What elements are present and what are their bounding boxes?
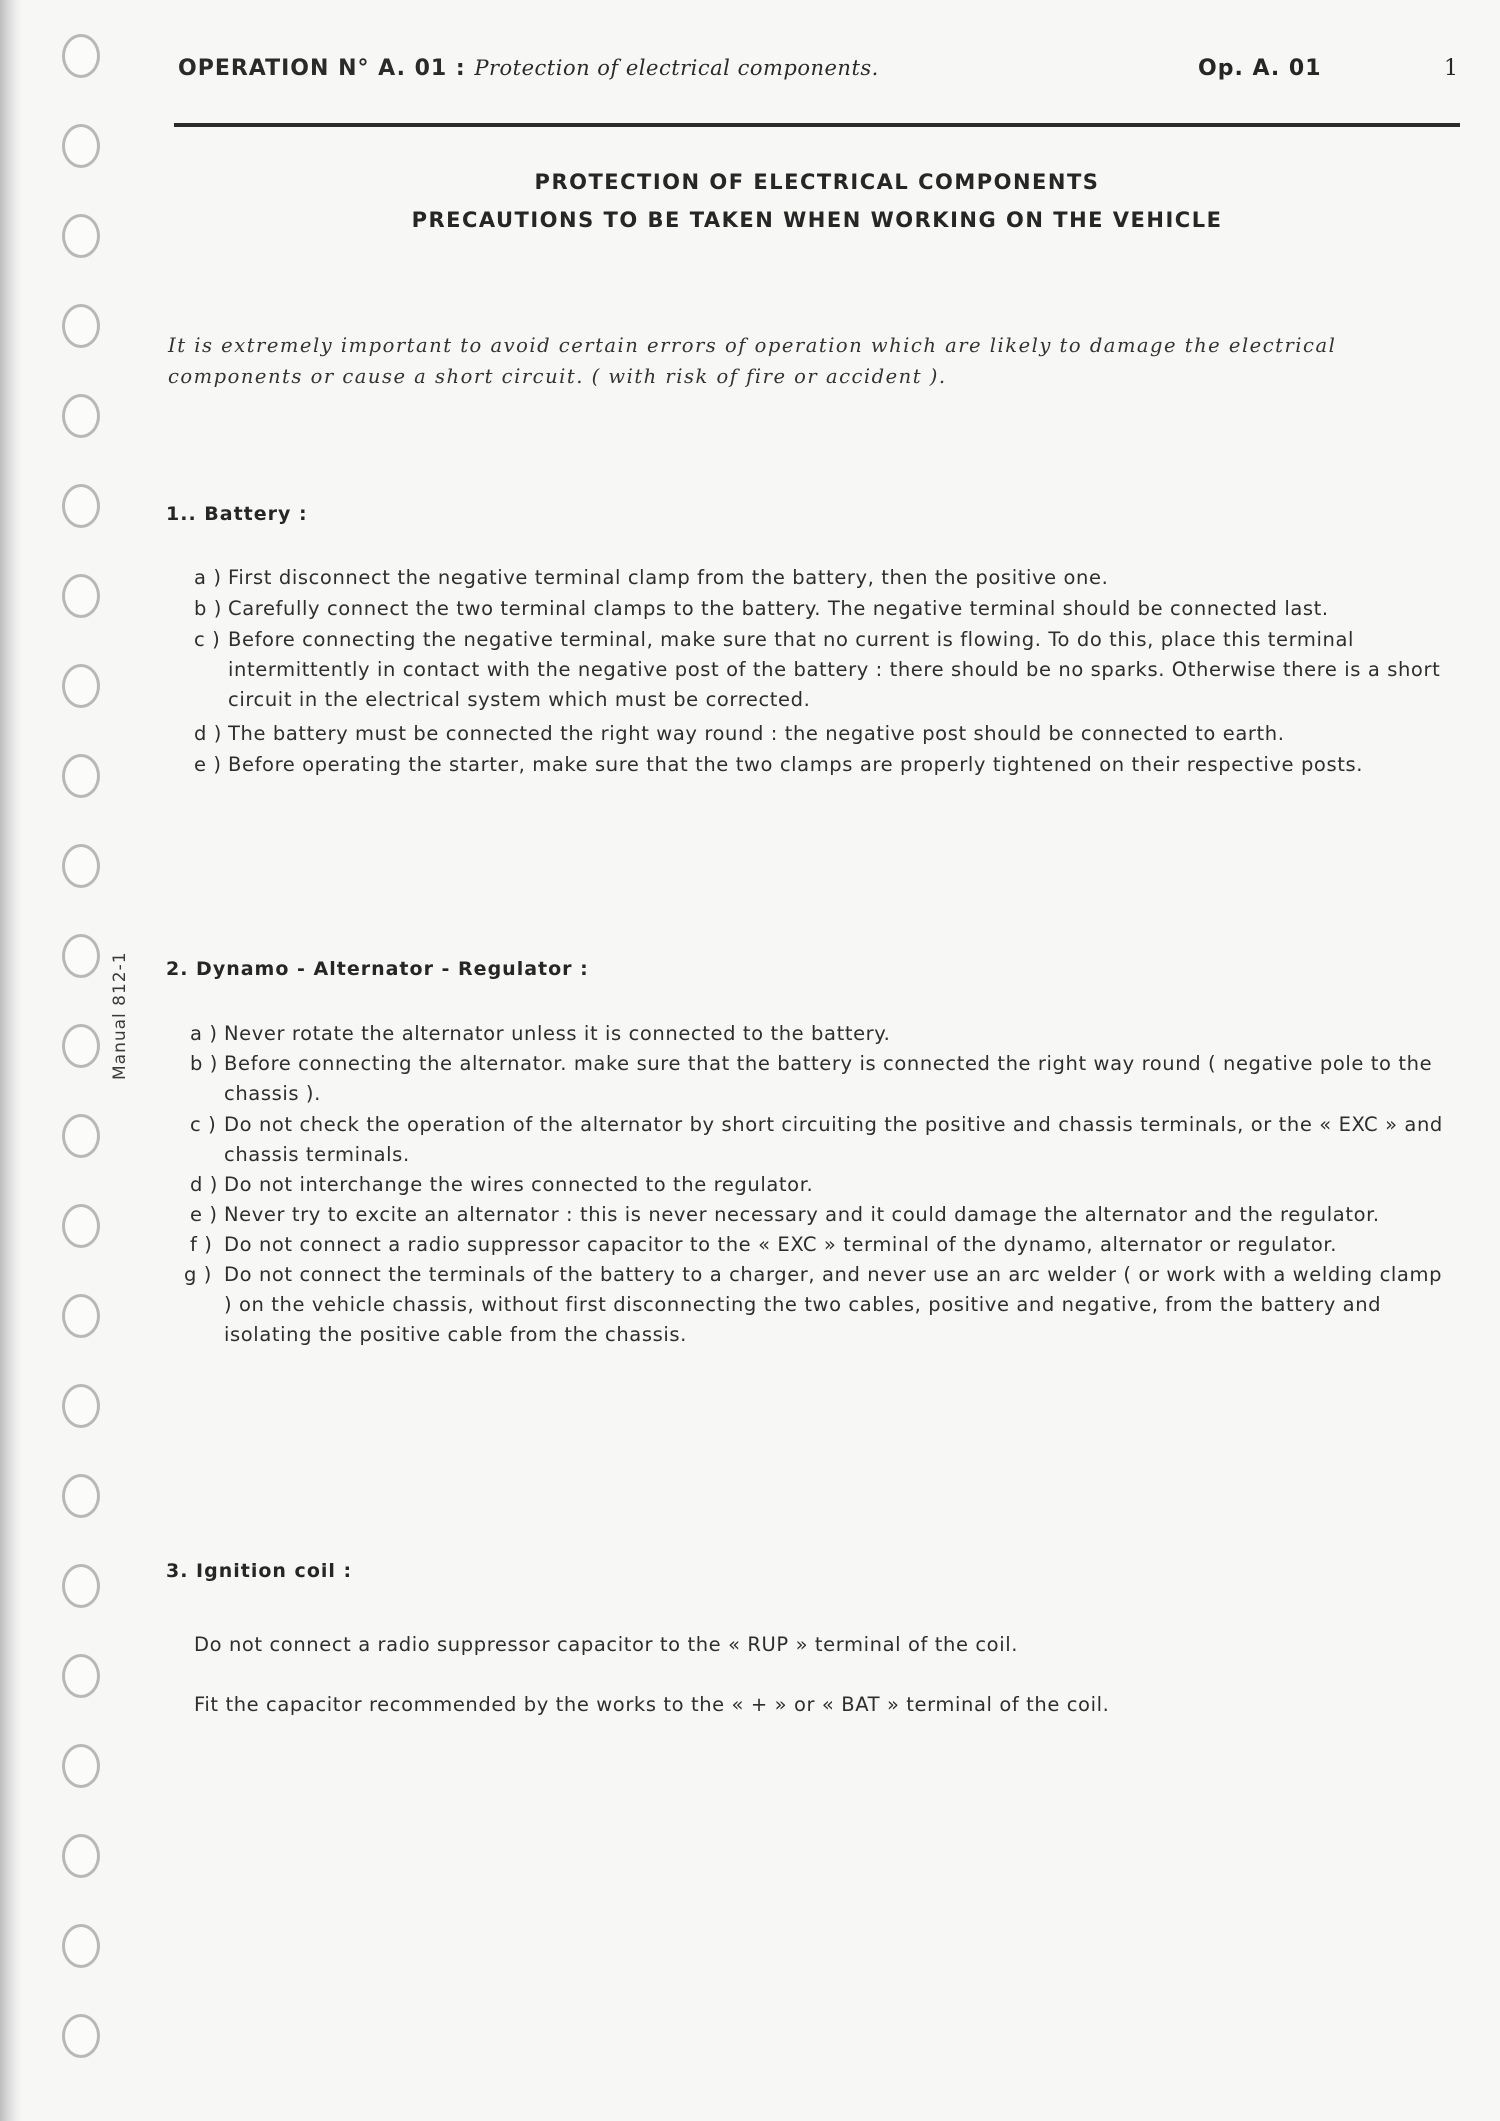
- item-letter: f ): [190, 1233, 213, 1256]
- section-heading-dynamo: 2. Dynamo - Alternator - Regulator :: [166, 958, 589, 980]
- item-text: Carefully connect the two terminal clamps to the battery. The negative terminal should be connected last.: [228, 597, 1329, 620]
- page-number: 1: [1444, 56, 1458, 81]
- punch-hole: [62, 1924, 100, 1968]
- operation-label: OPERATION N° A. 01 :: [178, 56, 475, 81]
- item-letter: a ): [190, 1022, 218, 1045]
- list-item: [190, 1170, 1465, 1200]
- punch-hole: [62, 304, 100, 348]
- punch-hole: [62, 124, 100, 168]
- list-item: [190, 1049, 1460, 1109]
- header-rule: [174, 123, 1460, 127]
- paragraph: Fit the capacitor recommended by the works to the « + » or « BAT » terminal of the coil.: [194, 1693, 1110, 1716]
- item-text: The battery must be connected the right way round : the negative post should be connected to earth.: [228, 722, 1285, 745]
- item-text: Do not check the operation of the alternator by short circuiting the positive and chassis terminals, or the « EXC » and chassis terminals.: [224, 1113, 1443, 1166]
- list-item: [194, 563, 1464, 593]
- list-item: [190, 1019, 1465, 1049]
- item-text: Before connecting the negative terminal, make sure that no current is flowing. To do this, place this terminal intermittently in contact with the negative post of the battery : there should be no sparks. Otherwise there is a short circuit in the electrical system which must be corrected.: [228, 628, 1441, 711]
- punch-hole: [62, 1474, 100, 1518]
- punch-hole: [62, 844, 100, 888]
- list-item: [194, 625, 1462, 715]
- punch-hole: [62, 1294, 100, 1338]
- item-letter: c ): [194, 628, 221, 651]
- operation-number: [178, 56, 879, 81]
- list-item: [184, 1260, 1454, 1350]
- punch-hole: [62, 1834, 100, 1878]
- item-text: Do not connect a radio suppressor capacitor to the « EXC » terminal of the dynamo, alternator or regulator.: [224, 1233, 1338, 1256]
- punch-hole: [62, 394, 100, 438]
- punch-hole: [62, 1744, 100, 1788]
- intro-paragraph: It is extremely important to avoid certain errors of operation which are likely to damage the electrical components or cause a short circuit. ( with risk of fire or accident ).: [168, 334, 1337, 388]
- punch-hole: [62, 1654, 100, 1698]
- item-letter: b ): [190, 1052, 218, 1075]
- punch-hole: [62, 574, 100, 618]
- list-item: [194, 719, 1464, 749]
- item-text: First disconnect the negative terminal clamp from the battery, then the positive one.: [228, 566, 1109, 589]
- item-letter: d ): [190, 1173, 218, 1196]
- list-item: [190, 1230, 1475, 1260]
- section-heading-ignition-coil: 3. Ignition coil :: [166, 1560, 353, 1582]
- binding-edge: [0, 0, 22, 2121]
- punch-hole: [62, 1204, 100, 1248]
- page-subtitle: PRECAUTIONS TO BE TAKEN WHEN WORKING ON THE VEHICLE: [411, 208, 1223, 232]
- item-text: Never rotate the alternator unless it is connected to the battery.: [224, 1022, 891, 1045]
- section-heading-battery: 1.. Battery :: [166, 503, 308, 525]
- operation-subject: Protection of electrical components.: [474, 56, 879, 80]
- item-letter: b ): [194, 597, 222, 620]
- item-letter: c ): [190, 1113, 217, 1136]
- punch-hole: [62, 1384, 100, 1428]
- item-letter: g ): [184, 1263, 212, 1286]
- punch-hole: [62, 934, 100, 978]
- punch-hole: [62, 664, 100, 708]
- running-header: [178, 56, 1456, 90]
- punch-hole: [62, 1564, 100, 1608]
- item-text: Before operating the starter, make sure that the two clamps are properly tightened on their respective posts.: [228, 753, 1364, 776]
- punch-hole: [62, 34, 100, 78]
- item-letter: e ): [190, 1203, 218, 1226]
- page-title: PROTECTION OF ELECTRICAL COMPONENTS: [534, 170, 1100, 194]
- item-letter: a ): [194, 566, 222, 589]
- item-letter: d ): [194, 722, 222, 745]
- operation-code: Op. A. 01: [1198, 56, 1322, 81]
- list-item: [194, 750, 1464, 780]
- paragraph: Do not connect a radio suppressor capacitor to the « RUP » terminal of the coil.: [194, 1633, 1019, 1656]
- punch-hole: [62, 1114, 100, 1158]
- list-item: [194, 594, 1464, 624]
- list-item: [190, 1200, 1475, 1230]
- item-text: Before connecting the alternator. make sure that the battery is connected the right way round ( negative pole to the chassis ).: [224, 1052, 1433, 1105]
- item-text: Do not connect the terminals of the battery to a charger, and never use an arc welder ( or work with a welding clamp ) on the vehicle chassis, without first disconnecting the two cables, positive and negative, from the battery and isolating the positive cable from the chassis.: [224, 1263, 1443, 1346]
- manual-reference: Manual 812-1: [110, 951, 130, 1080]
- item-text: Never try to excite an alternator : this is never necessary and it could damage the alternator and the regulator.: [224, 1203, 1380, 1226]
- punch-hole: [62, 2014, 100, 2058]
- item-letter: e ): [194, 753, 222, 776]
- punch-hole: [62, 1024, 100, 1068]
- punch-hole: [62, 214, 100, 258]
- punch-hole: [62, 484, 100, 528]
- item-text: Do not interchange the wires connected to the regulator.: [224, 1173, 814, 1196]
- list-item: [190, 1110, 1460, 1170]
- punch-hole: [62, 754, 100, 798]
